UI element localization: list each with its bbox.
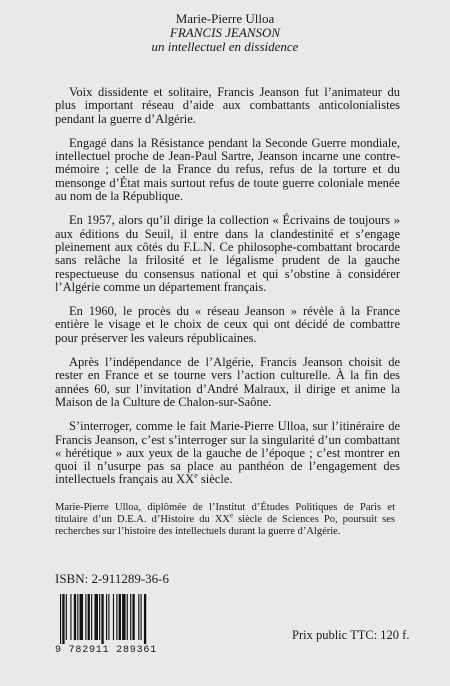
blurb: [55, 86, 400, 498]
paragraph-5: Après l’indépendance de l’Algérie, Francis Jeanson choisit de rester en France et se tourne vers l’action culturelle. À la fin des années 60, sur l’invitation d’André Malraux, il dirige et anime la Maison de la Culture de Chalon-sur-Saône.: [55, 355, 400, 409]
barcode-digits: 9 782911 289361: [55, 645, 158, 656]
paragraph-2: Engagé dans la Résistance pendant la Seconde Guerre mondiale, intellectuel proche de Jean-Paul Sartre, Jeanson incarne une contre-mémoire ; celle de la France du refus, refus de la torture et du mensonge d’État mais surtout refus de toute guerre coloniale menée au nom de la République.: [55, 135, 400, 204]
paragraph-6: S’interroger, comme le fait Marie-Pierre Ulloa, sur l’itinéraire de Francis Jeanson, c’est s’interroger sur la singularité d’un combattant « hérétique » aux yeux de la gauche de l’époque ; c’est montrer en quoi il n’usurpe pas sa place au panthéon de l’engagement des intellectuels français au XXe siècle.: [55, 419, 400, 487]
isbn: ISBN: 2-911289-36-6: [55, 571, 169, 586]
paragraph-3: En 1957, alors qu’il dirige la collection « Écrivains de toujours » aux éditions du Seuil, il entre dans la clandestinité et s’engage pleinement aux côtés du F.L.N. Ce philosophe-combattant brocarde sans relâche la frilosité et le légalisme prudent de la gauche respectueuse du consensus national et qui s’obstine à considérer l’Algérie comme un département français.: [55, 213, 400, 294]
author-name: Marie-Pierre Ulloa: [175, 11, 275, 26]
paragraph-4: En 1960, le procès du « réseau Jeanson » révèle à la France entière le visage et le choix de ceux qui ont décidé de combattre pour préserver les valeurs républicaines.: [55, 304, 400, 345]
header: [0, 12, 450, 54]
paragraph-1: Voix dissidente et solitaire, Francis Jeanson fut l’animateur du plus important réseau d’aide aux combattants anticolonialistes pendant la guerre d’Algérie.: [55, 85, 400, 126]
author-bio-text: Marie-Pierre Ulloa, diplômée de l’Institut d’Études Politiques de Paris et titulaire d’un D.E.A. d’Histoire du XXe siècle de Sciences Po, poursuit ses recherches sur l’histoire des intellectuels durant la guerre d’Algérie.: [55, 502, 395, 537]
book-subtitle: un intellectuel en dissidence: [151, 39, 299, 54]
book-title: FRANCIS JEANSON: [169, 25, 281, 40]
price: Prix public TTC: 120 f.: [292, 628, 410, 642]
barcode-icon: [60, 594, 180, 644]
author-bio: [55, 502, 395, 537]
